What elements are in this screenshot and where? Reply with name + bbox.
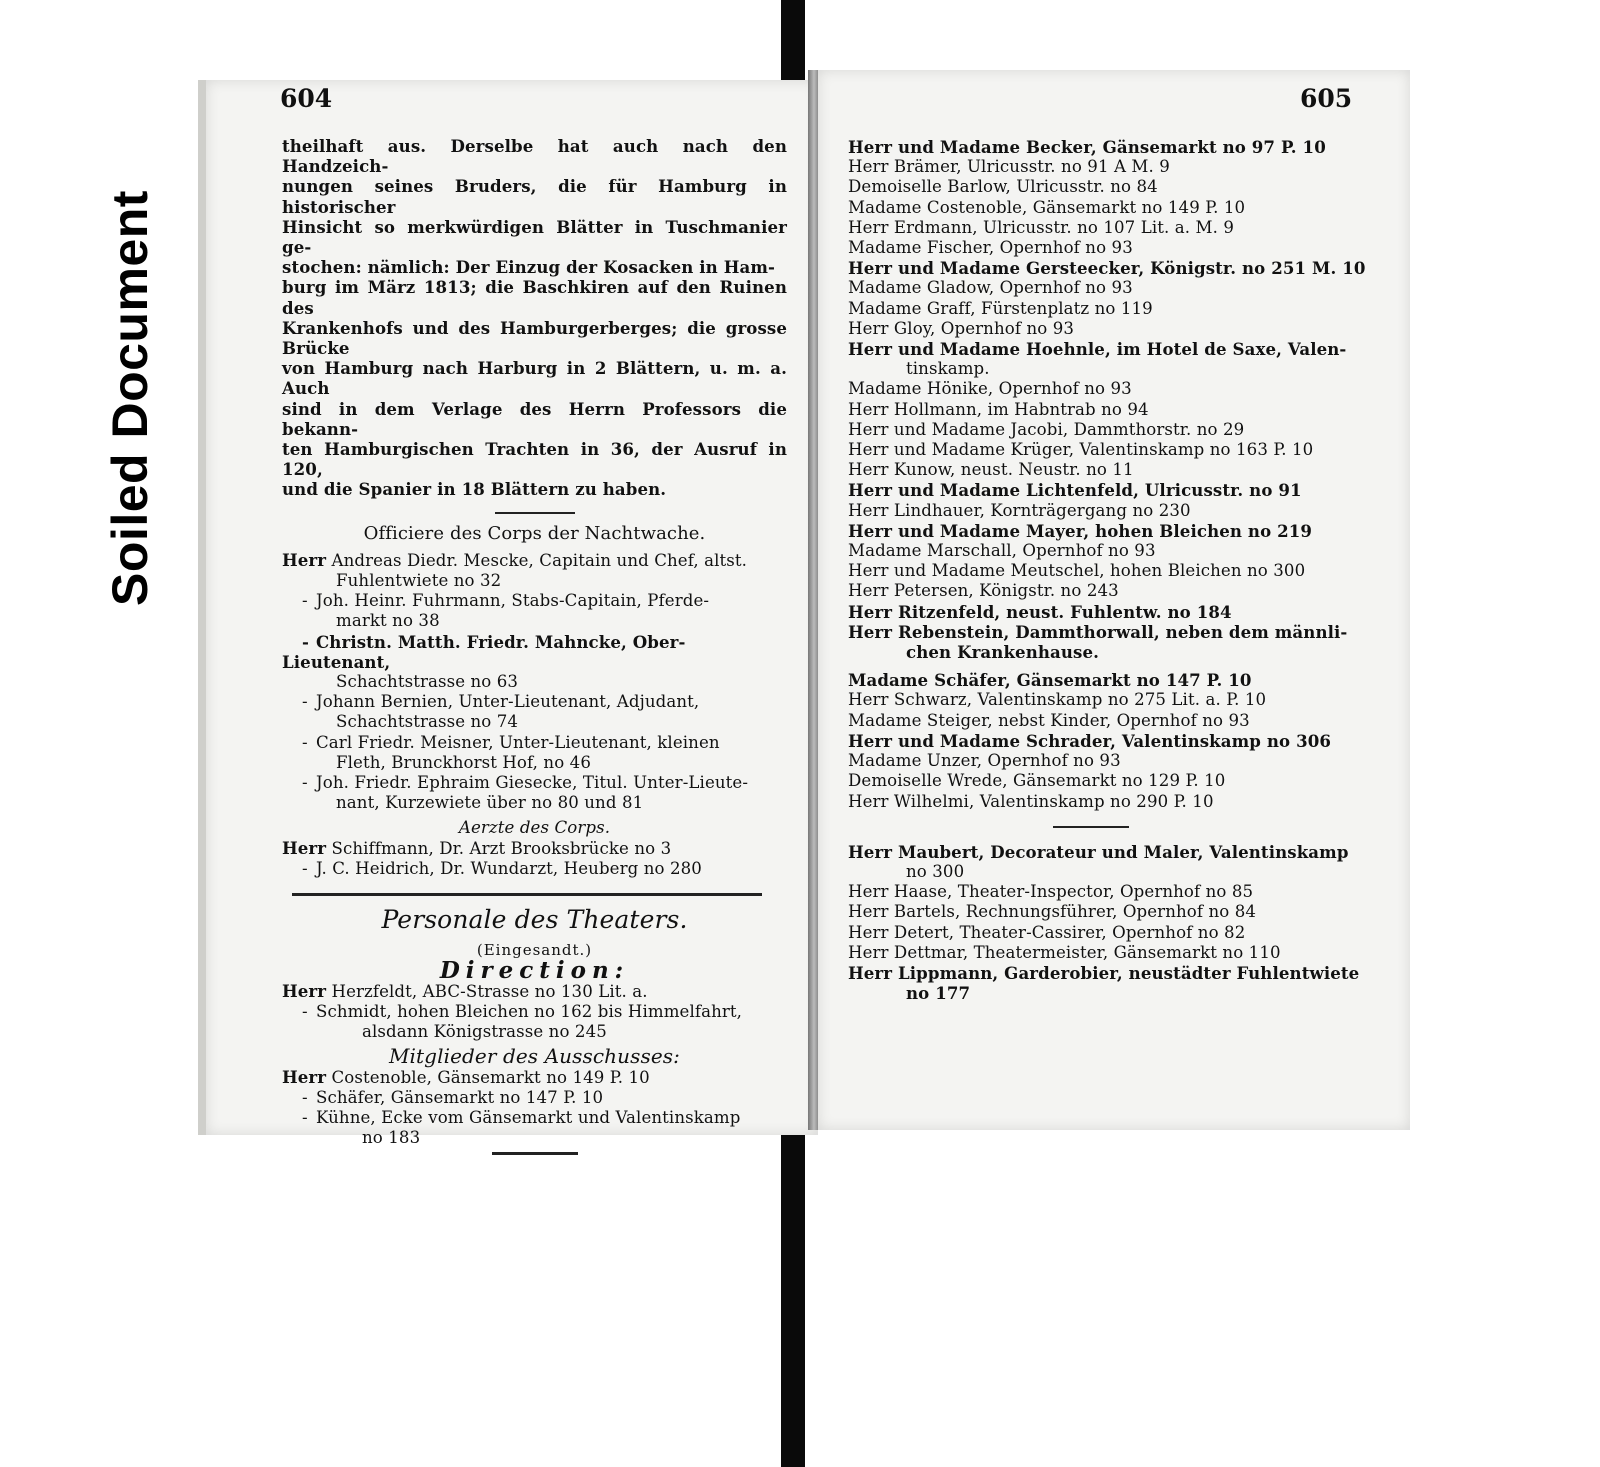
officer-entry — [282, 733, 787, 773]
entry-line: Madame Schäfer, Gänsemarkt no 147 P. 10 — [848, 670, 1252, 691]
entry-line: Herr Wilhelmi, Valentinskamp no 290 P. 10 — [848, 791, 1214, 811]
entry-prefix: Herr — [282, 1066, 327, 1087]
entry-line: Carl Friedr. Meisner, Unter-Lieutenant, kleinen — [316, 732, 720, 752]
entry-line: Herr Lippmann, Garderobier, neustädter Fuhlentwiete — [848, 962, 1360, 983]
direction-heading: Direction: — [439, 956, 630, 984]
entry-line: Herzfeldt, ABC-Strasse no 130 Lit. a. — [331, 981, 648, 1001]
entry-line: Herr und Madame Gersteecker, Königstr. no 251 M. 10 — [848, 258, 1366, 279]
resident-entry — [848, 771, 1345, 791]
entry-continuation: chen Krankenhause. — [906, 642, 1100, 663]
officer-entry — [282, 550, 787, 591]
resident-entry — [848, 440, 1345, 460]
section-rule — [1053, 826, 1129, 828]
entry-continuation: markt no 38 — [336, 611, 440, 631]
entry-prefix: Herr — [282, 549, 327, 570]
staff-entry — [848, 882, 1345, 902]
entry-line: Schmidt, hohen Bleichen no 162 bis Himmelfahrt, — [316, 1001, 743, 1021]
direction-entry — [282, 1002, 787, 1042]
resident-entry — [848, 792, 1345, 812]
resident-entry — [848, 731, 1345, 751]
left-page-number: 604 — [280, 84, 333, 113]
staff-entry — [848, 923, 1345, 943]
entry-prefix: - — [302, 732, 308, 752]
entry-continuation: no 183 — [362, 1128, 421, 1148]
doctor-entry — [282, 838, 787, 859]
entry-line: Herr Erdmann, Ulricusstr. no 107 Lit. a. M. 9 — [848, 217, 1235, 237]
right-page-text — [848, 137, 1366, 1004]
committee-entry — [282, 1088, 787, 1108]
entry-line: Schäfer, Gänsemarkt no 147 P. 10 — [316, 1087, 604, 1107]
entry-line: Herr Rebenstein, Dammthorwall, neben dem männli- — [848, 621, 1348, 642]
resident-entry — [848, 198, 1345, 218]
entry-line: Herr Kunow, neust. Neustr. no 11 — [848, 460, 1134, 480]
entry-line: Herr Bartels, Rechnungsführer, Opernhof no 84 — [848, 902, 1257, 922]
paragraph-line: ten Hamburgischen Trachten in 36, der Ausruf in 120, — [282, 439, 787, 480]
entry-continuation: Fleth, Brunckhorst Hof, no 46 — [336, 752, 591, 772]
doctor-entry — [282, 859, 787, 879]
entry-line: Madame Fischer, Opernhof no 93 — [848, 238, 1133, 258]
book-spine-bottom — [781, 1125, 805, 1467]
theater-title: Personale des Theaters. — [381, 905, 688, 935]
entry-line: Herr Gloy, Opernhof no 93 — [848, 318, 1075, 338]
entry-line: Madame Steiger, nebst Kinder, Opernhof no 93 — [848, 710, 1250, 730]
resident-entry — [848, 751, 1345, 771]
entry-line: Costenoble, Gänsemarkt no 149 P. 10 — [331, 1067, 650, 1087]
resident-entry — [848, 238, 1345, 258]
paragraph-line: und die Spanier in 18 Blättern zu haben. — [282, 479, 667, 500]
entry-line: Herr Maubert, Decorateur und Maler, Valentinskamp — [848, 841, 1349, 862]
entry-line: Madame Marschall, Opernhof no 93 — [848, 541, 1156, 561]
section-rule — [492, 1152, 578, 1155]
entry-prefix: - — [302, 1087, 308, 1107]
entry-prefix: - — [302, 591, 308, 611]
resident-entry — [848, 460, 1345, 480]
entry-prefix: - — [302, 1001, 308, 1021]
entry-line: Herr und Madame Becker, Gänsemarkt no 97 P. 10 — [848, 137, 1326, 157]
resident-entry — [848, 157, 1345, 177]
entry-continuation: no 177 — [906, 983, 971, 1004]
entry-prefix: - — [302, 858, 308, 878]
committee-entry — [282, 1067, 787, 1088]
entry-line: Madame Gladow, Opernhof no 93 — [848, 278, 1133, 298]
committee-heading: Mitglieder des Ausschusses: — [388, 1044, 681, 1069]
entry-line: Herr Dettmar, Theatermeister, Gänsemarkt no 110 — [848, 942, 1281, 962]
entry-prefix: - — [302, 773, 308, 793]
entry-line: Christn. Matth. Friedr. Mahncke, Ober-Lieutenant, — [282, 631, 686, 672]
direction-entry — [282, 981, 787, 1002]
paragraph-line: theilhaft aus. Derselbe hat auch nach den Handzeich- — [282, 136, 787, 177]
left-page-text — [282, 136, 787, 1155]
resident-entry — [848, 177, 1345, 197]
resident-entry — [848, 621, 1348, 663]
staff-entry — [848, 943, 1345, 963]
resident-entry — [848, 258, 1366, 279]
resident-entry — [848, 137, 1345, 157]
officer-entry — [282, 632, 787, 693]
officer-entry — [282, 692, 787, 732]
paragraph-line: Hinsicht so merkwürdigen Blätter in Tuschmanier ge- — [282, 216, 787, 258]
staff-entry — [848, 962, 1360, 1004]
entry-line: Schiffmann, Dr. Arzt Brooksbrücke no 3 — [331, 838, 672, 858]
resident-entry — [848, 602, 1345, 622]
entry-continuation: tinskamp. — [906, 359, 990, 379]
resident-entry — [848, 581, 1345, 601]
committee-entry — [282, 1108, 787, 1148]
entry-line: Herr Lindhauer, Kornträgergang no 230 — [848, 500, 1191, 520]
entry-continuation: Schachtstrasse no 63 — [336, 672, 519, 692]
entry-continuation: alsdann Königstrasse no 245 — [362, 1022, 607, 1042]
entry-line: Herr und Madame Jacobi, Dammthorstr. no 29 — [848, 419, 1245, 439]
staff-entry — [848, 902, 1345, 922]
paragraph-line: stochen: nämlich: Der Einzug der Kosacken in Ham- — [282, 257, 775, 278]
theater-staff-list — [848, 841, 1360, 1004]
entry-prefix: - — [302, 1107, 308, 1127]
entry-line: Herr und Madame Krüger, Valentinskamp no 163 P. 10 — [848, 440, 1314, 460]
entry-line: Herr Hollmann, im Habntrab no 94 — [848, 399, 1149, 419]
resident-entry — [848, 501, 1345, 521]
entry-line: Herr und Madame Mayer, hohen Bleichen no 219 — [848, 520, 1313, 541]
officers-heading: Officiere des Corps der Nachtwache. — [363, 522, 706, 544]
soiled-document-stamp — [100, 145, 160, 650]
section-rule — [495, 512, 575, 514]
entry-line: Madame Unzer, Opernhof no 93 — [848, 751, 1121, 771]
theater-note: (Eingesandt.) — [476, 941, 593, 960]
entry-continuation: nant, Kurzewiete über no 80 und 81 — [336, 793, 644, 813]
entry-line: J. C. Heidrich, Dr. Wundarzt, Heuberg no 280 — [316, 858, 702, 878]
entry-continuation: Fuhlentwiete no 32 — [336, 571, 502, 591]
entry-line: Herr und Madame Meutschel, hohen Bleichen no 300 — [848, 561, 1306, 581]
right-page-number: 605 — [1300, 84, 1353, 113]
paragraph-line: Krankenhofs und des Hamburgerberges; die grosse Brücke — [282, 317, 787, 359]
entry-line: Andreas Diedr. Mescke, Capitain und Chef, altst. — [331, 550, 748, 570]
entry-line: Herr Ritzenfeld, neust. Fuhlentw. no 184 — [848, 601, 1232, 622]
resident-entry — [848, 541, 1345, 561]
entry-line: Demoiselle Barlow, Ulricusstr. no 84 — [848, 177, 1158, 197]
entry-prefix: Herr — [282, 837, 327, 858]
resident-entry — [848, 400, 1345, 420]
resident-entry — [848, 670, 1345, 690]
resident-entry — [848, 379, 1345, 399]
resident-entry — [848, 480, 1345, 500]
entry-line: Kühne, Ecke vom Gänsemarkt und Valentinskamp — [316, 1107, 741, 1127]
entry-line: Herr Schwarz, Valentinskamp no 275 Lit. a. P. 10 — [848, 690, 1267, 710]
staff-entry — [848, 841, 1349, 882]
section-rule — [292, 893, 762, 896]
officers-list — [282, 550, 787, 814]
resident-entry — [848, 278, 1345, 298]
stamp-text: Soiled Document — [102, 189, 158, 606]
entry-line: Herr und Madame Hoehnle, im Hotel de Saxe, Valen- — [848, 339, 1347, 360]
entry-prefix: - — [302, 692, 308, 712]
entry-line: Joh. Friedr. Ephraim Giesecke, Titul. Unter-Lieute- — [316, 773, 749, 793]
paragraph-line: burg im März 1813; die Baschkiren auf den Ruinen des — [282, 277, 787, 318]
intro-paragraph — [282, 136, 787, 500]
entry-line: Herr Detert, Theater-Cassirer, Opernhof no 82 — [848, 922, 1246, 942]
resident-entry — [848, 711, 1345, 731]
entry-continuation: no 300 — [906, 861, 965, 881]
entry-prefix: - — [302, 631, 309, 652]
entry-line: Herr Petersen, Königstr. no 243 — [848, 581, 1119, 601]
entry-line: Madame Graff, Fürstenplatz no 119 — [848, 298, 1153, 318]
resident-entry — [848, 521, 1345, 541]
resident-entry — [848, 339, 1345, 379]
entry-line: Johann Bernien, Unter-Lieutenant, Adjudant, — [316, 692, 700, 712]
entry-line: Madame Costenoble, Gänsemarkt no 149 P. 10 — [848, 197, 1246, 217]
entry-line: Herr Brämer, Ulricusstr. no 91 A M. 9 — [848, 157, 1170, 177]
residents-list — [848, 137, 1366, 812]
officer-entry — [282, 773, 787, 813]
entry-prefix: Herr — [282, 980, 327, 1001]
resident-entry — [848, 299, 1345, 319]
entry-line: Herr Haase, Theater-Inspector, Opernhof no 85 — [848, 882, 1254, 902]
entry-line: Joh. Heinr. Fuhrmann, Stabs-Capitain, Pferde- — [316, 591, 710, 611]
entry-line: Herr und Madame Lichtenfeld, Ulricusstr. no 91 — [848, 480, 1302, 501]
paragraph-line: sind in dem Verlage des Herrn Professors die bekann- — [282, 398, 787, 439]
resident-entry — [848, 690, 1345, 710]
entry-line: Demoiselle Wrede, Gänsemarkt no 129 P. 10 — [848, 771, 1226, 791]
paragraph-line: nungen seines Bruders, die für Hamburg in historischer — [282, 176, 787, 217]
entry-line: Madame Hönike, Opernhof no 93 — [848, 379, 1132, 399]
entry-line: Herr und Madame Schrader, Valentinskamp no 306 — [848, 730, 1332, 751]
resident-entry — [848, 561, 1345, 581]
doctors-heading: Aerzte des Corps. — [458, 817, 611, 837]
resident-entry — [848, 218, 1345, 238]
paragraph-line: von Hamburg nach Harburg in 2 Blättern, u. m. a. Auch — [282, 358, 787, 399]
entry-continuation: Schachtstrasse no 74 — [336, 712, 519, 732]
resident-entry — [848, 420, 1345, 440]
officer-entry — [282, 591, 787, 631]
resident-entry — [848, 319, 1345, 339]
